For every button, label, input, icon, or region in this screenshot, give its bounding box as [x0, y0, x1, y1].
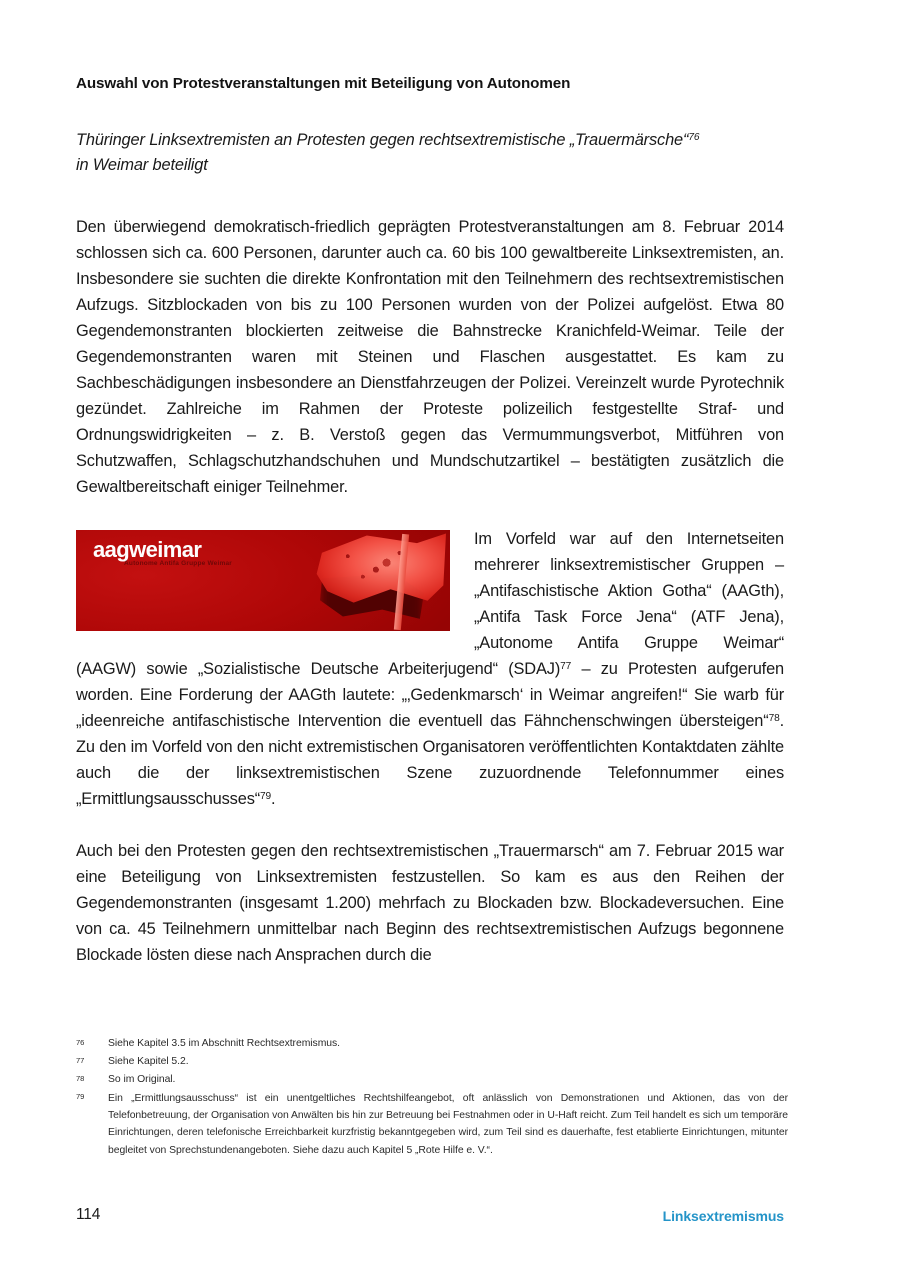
footnote-text: Siehe Kapitel 3.5 im Abschnitt Rechtsextremismus. — [108, 1038, 341, 1049]
footnote-number: 78 — [76, 1073, 85, 1083]
footnote-text: Siehe Kapitel 5.2. — [108, 1055, 189, 1067]
paragraph-2-segment-d: . — [271, 789, 276, 808]
footnote-marker-78: 78 — [768, 712, 780, 724]
flag-texture — [324, 540, 432, 594]
footnote-number: 77 — [76, 1055, 85, 1065]
footnote-number: 79 — [76, 1091, 85, 1101]
footnote-number: 76 — [76, 1038, 85, 1047]
banner-logo-text: aagweimar — [93, 536, 202, 562]
body-paragraph-1: Den überwiegend demokratisch-friedlich geprägten Protestveranstaltungen am 8. Februar 2014 schlossen sich ca. 600 Personen, darunter auch ca. 60 bis 100 gewaltbereite Linksextremisten, an. Insbesondere sie suchten die direkte Konfrontation mit den Teilnehmern des rechtsextremistischen Aufzugs. Sitzblockaden von bis zu 100 Personen wurden von der Polizei aufgelöst. Etwa 80 Gegendemonstranten blockierten zeitweise die Bahnstrecke Kranichfeld-Weimar. Teile der Gegendemonstranten waren mit Steinen und Flaschen ausgestattet. Es kam zu Sachbeschädigungen insbesondere an Dienstfahrzeugen der Polizei. Vereinzelt wurde Pyrotechnik gezündet. Zahlreiche im Rahmen der Proteste polizeilich festgestellte Straf- und Ordnungswidrigkeiten – z. B. Verstoß gegen das Vermummungsverbot, Mitführen von Schutzwaffen, Schlagschutzhandschuhen und Mundschutzartikel – bestätigten zusätzlich die Gewaltbereitschaft einiger Teilnehmer. — [76, 217, 784, 496]
subtitle-text-line1: Thüringer Linksextremisten an Protesten gegen rechtsextremistische „Trauermärsche“ — [76, 130, 689, 149]
footnote-item — [76, 1036, 788, 1053]
banner-logo-subtitle: Autonome Antifa Gruppe Weimar — [124, 559, 233, 567]
footnote-item — [76, 1072, 788, 1089]
paragraph-2-segment-a: Im Vorfeld war auf den Internetseiten mehrerer linksextremistischer Gruppen – „Antifaschistische Aktion Gotha“ (AAGth), „Antifa Task Force Jena“ (ATF Jena), „Autonome Antifa Gruppe Weimar“ (AAGW) sowie „Sozialistische Deutsche Arbeiterjugend“ (SDAJ) — [76, 529, 784, 678]
page-footer — [0, 1206, 900, 1234]
footnote-item — [76, 1054, 788, 1071]
footnotes-section — [76, 1036, 788, 1160]
footnote-marker-79: 79 — [260, 790, 272, 802]
article-subtitle — [76, 128, 784, 178]
page-number: 114 — [76, 1206, 101, 1223]
footnote-text: So im Original. — [108, 1073, 176, 1085]
page-content — [76, 74, 784, 968]
footnote-item — [76, 1090, 788, 1160]
paragraph-2-segment-b: – zu Protesten aufgerufen worden. Eine Forderung der AAGth lautete: „‚Gedenkmarsch‘ in Weimar angreifen!“ Sie warb für „ideenreiche antifaschistische Intervention die eventuell das Fähnchenschwingen übersteigen“ — [76, 659, 784, 730]
aagweimar-banner-image — [76, 530, 450, 631]
page-title: Auswahl von Protestveranstaltungen mit Beteiligung von Autonomen — [76, 75, 571, 92]
figure-with-wrapped-text — [76, 526, 784, 812]
red-flag-graphic — [306, 530, 450, 631]
subtitle-footnote-marker: 76 — [688, 131, 700, 143]
paragraph-2-segment-c: . Zu den im Vorfeld von den nicht extremistischen Organisatoren veröffentlichten Kontaktdaten zählte auch die der linksextremistischen Szene zuzuordnende Telefonnummer eines „Ermittlungsausschusses“ — [76, 711, 784, 808]
footnote-marker-77: 77 — [560, 660, 572, 672]
footnote-text: Ein „Ermittlungsausschuss“ ist ein unentgeltliches Rechtshilfeangebot, oft anlässlich von Demonstrationen und Aktionen, das von der Telefonbetreuung, der Organisation von Anwälten bis hin zur Betreuung bei Festnahmen oder in U-Haft reicht. Zum Teil handelt es sich um temporäre Einrichtungen, deren telefonische Erreichbarkeit kurzfristig bekanntgegeben wird, zum Teil sind es dauerhafte, fest etablierte Einrichtungen, mitunter begleitet von Sprechstundenangeboten. Siehe dazu auch Kapitel 5 „Rote Hilfe e. V.“. — [108, 1092, 788, 1156]
body-paragraph-3: Auch bei den Protesten gegen den rechtsextremistischen „Trauermarsch“ am 7. Februar 2015 war eine Beteiligung von Linksextremisten festzustellen. So kam es aus den Reihen der Gegendemonstranten (insgesamt 1.200) mehrfach zu Blockaden bzw. Blockadeversuchen. Eine von ca. 45 Teilnehmern unmittelbar nach Beginn des rechtsextremistischen Aufzugs begonnene Blockade lösten diese nach Ansprachen durch die — [76, 841, 784, 964]
footer-section-label: Linksextremismus — [662, 1208, 784, 1224]
subtitle-text-line2: in Weimar beteiligt — [76, 155, 208, 174]
